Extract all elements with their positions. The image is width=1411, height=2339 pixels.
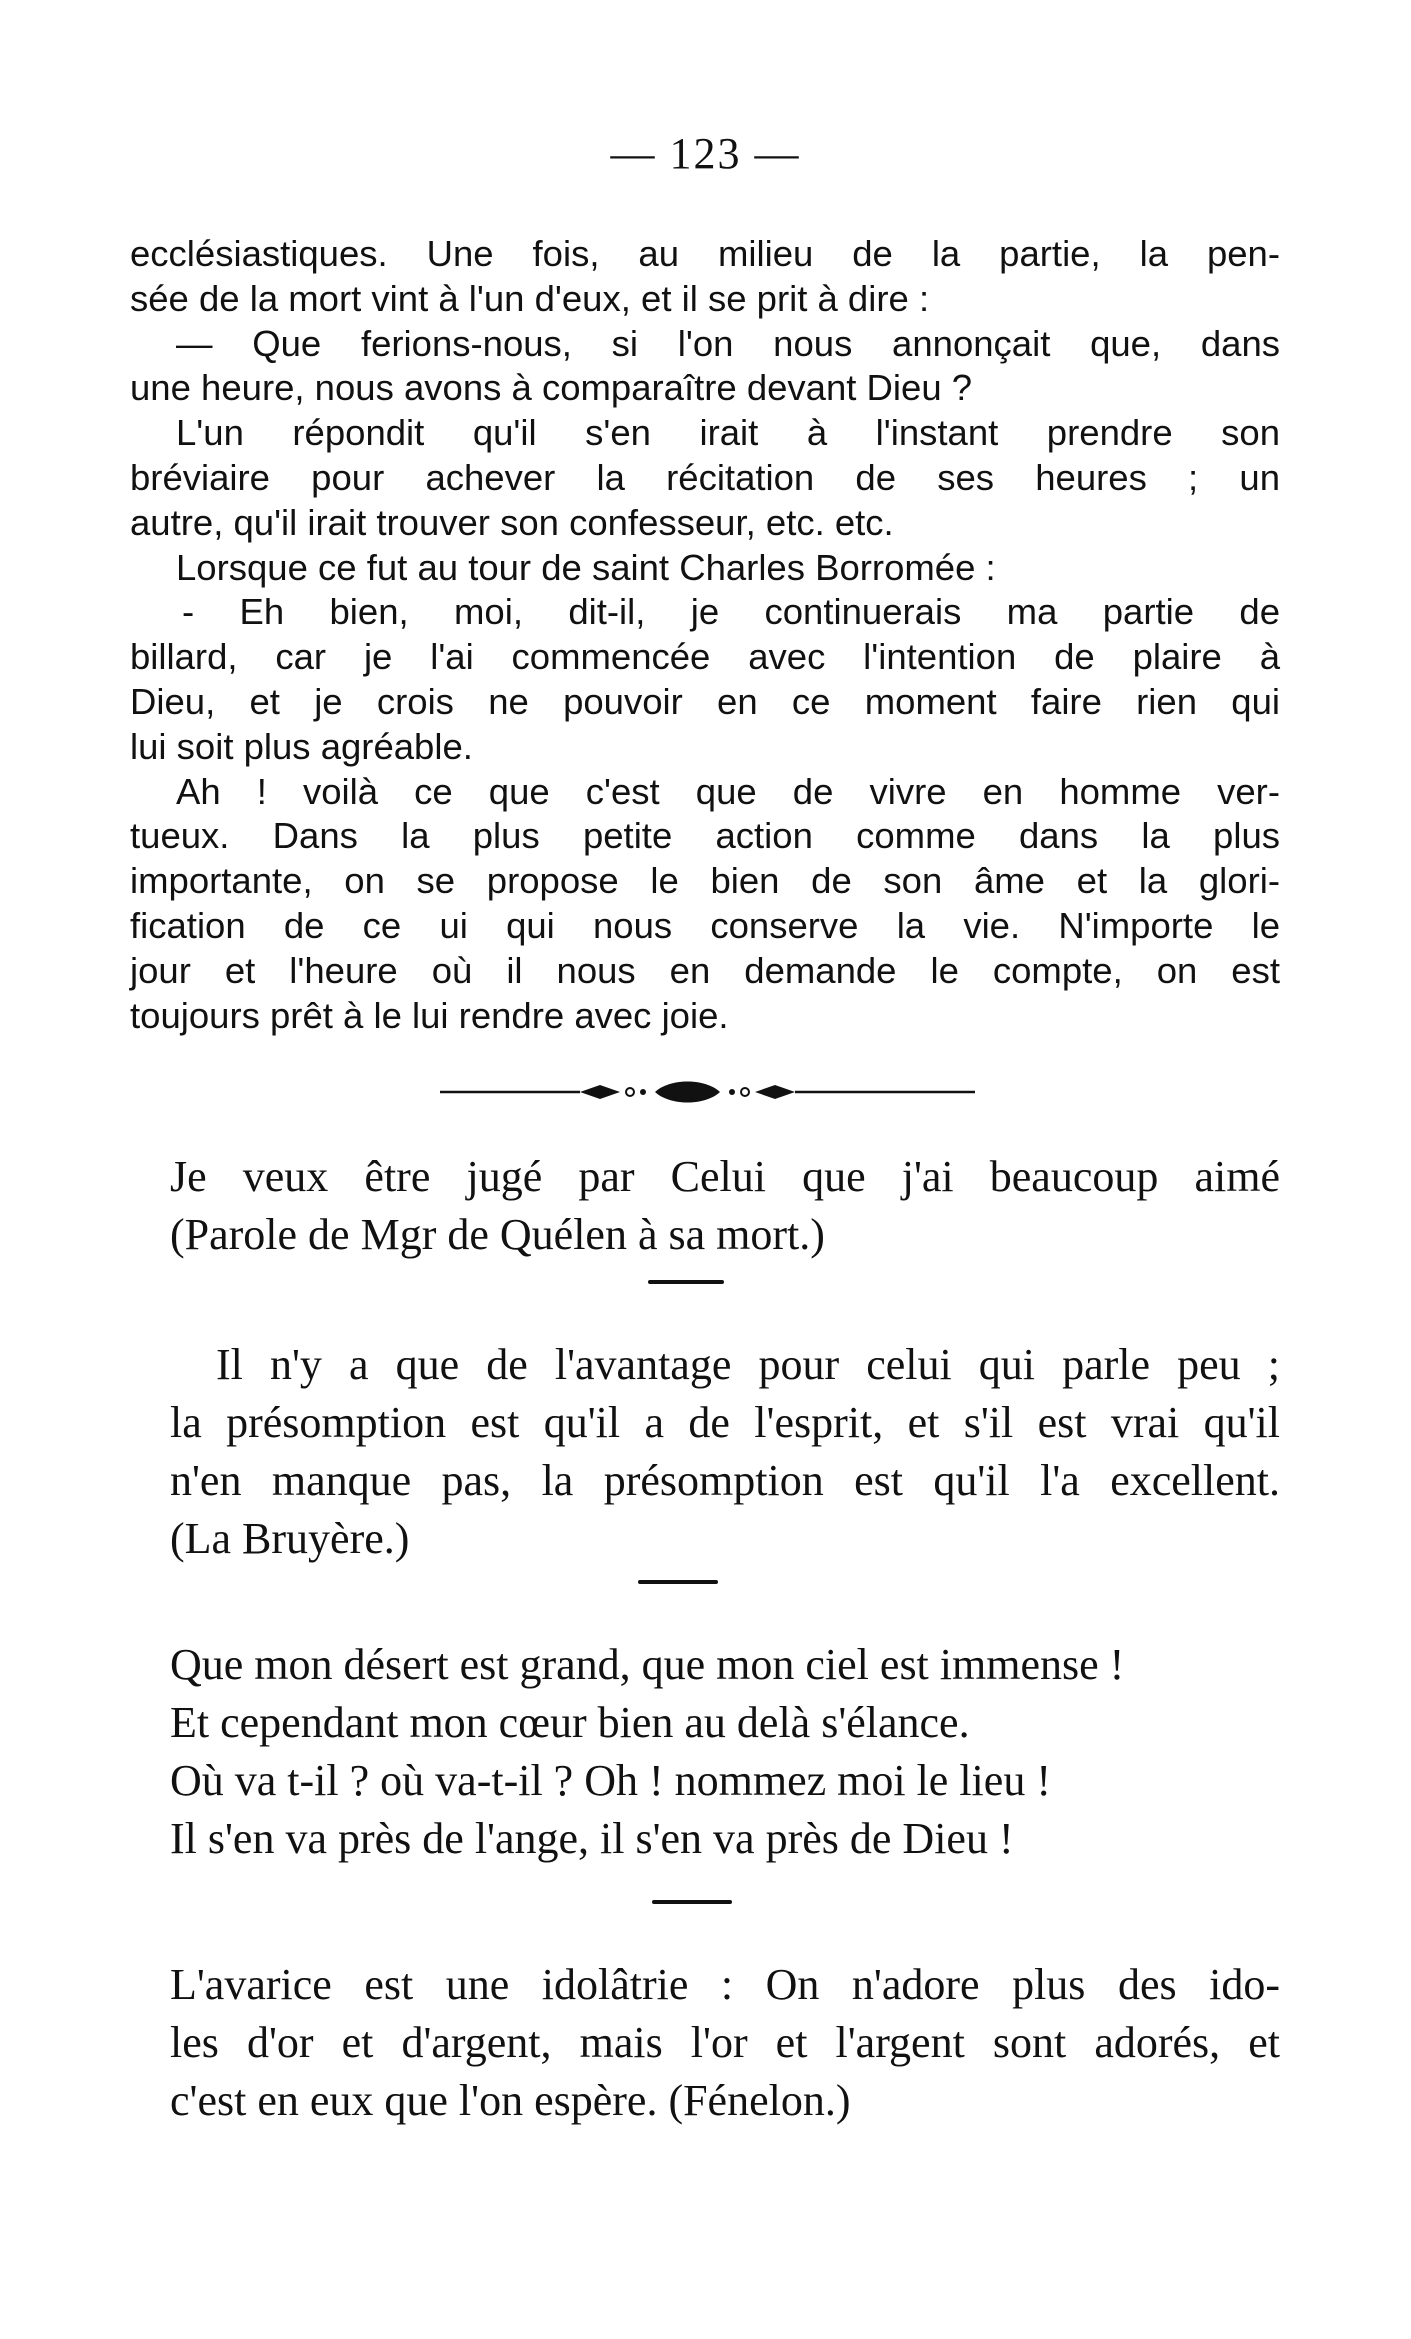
separator-rule	[638, 1580, 718, 1584]
quote-line: n'en manque pas, la présomption est qu'il l'a excellent.	[170, 1456, 1280, 1505]
story-line: Lorsque ce fut au tour de saint Charles Borromée :	[176, 546, 996, 588]
quote-line: c'est en eux que l'on espère. (Fénelon.)	[170, 2076, 851, 2125]
story-line: — Que ferions-nous, si l'on nous annonçait que, dans	[176, 322, 1280, 364]
ornament-divider	[430, 1072, 990, 1112]
poem-line: Il s'en va près de l'ange, il s'en va près de Dieu !	[170, 1814, 1014, 1863]
quote-la-bruyere	[170, 1336, 1280, 1568]
quote-line: Il n'y a que de l'avantage pour celui qui parle peu ;	[216, 1340, 1280, 1389]
story-line: Dieu, et je crois ne pouvoir en ce moment faire rien qui	[130, 680, 1280, 722]
quote-line: L'avarice est une idolâtrie : On n'adore plus des ido-	[170, 1960, 1280, 2009]
story-line: fication de ce ui qui nous conserve la vie. N'importe le	[130, 904, 1280, 946]
story-line: autre, qu'il irait trouver son confesseur, etc. etc.	[130, 501, 894, 543]
poem-line: Que mon désert est grand, que mon ciel est immense !	[170, 1640, 1125, 1689]
story-paragraphs	[130, 232, 1280, 1038]
poem-line: Où va t-il ? où va-t-il ? Oh ! nommez moi le lieu !	[170, 1756, 1051, 1805]
story-line: lui soit plus agréable.	[130, 725, 473, 767]
page-number: — 123 —	[610, 129, 801, 178]
separator-rule	[648, 1280, 724, 1284]
quote-line: (La Bruyère.)	[170, 1514, 410, 1563]
story-line: une heure, nous avons à comparaître devant Dieu ?	[130, 367, 973, 409]
story-line: L'un répondit qu'il s'en irait à l'instant prendre son	[176, 412, 1280, 454]
quote-line: les d'or et d'argent, mais l'or et l'argent sont adorés, et	[170, 2018, 1280, 2067]
story-line: importante, on se propose le bien de son âme et la glori-	[130, 860, 1280, 902]
story-line: sée de la mort vint à l'un d'eux, et il se prit à dire :	[130, 277, 930, 319]
story-line: billard, car je l'ai commencée avec l'intention de plaire à	[130, 636, 1280, 678]
story-line: Ah ! voilà ce que c'est que de vivre en homme ver-	[176, 770, 1280, 812]
story-line: ecclésiastiques. Une fois, au milieu de la partie, la pen-	[130, 233, 1280, 274]
poem-line: Et cependant mon cœur bien au delà s'élance.	[170, 1698, 970, 1747]
separator-rule	[652, 1900, 732, 1904]
quote-line: la présomption est qu'il a de l'esprit, et s'il est vrai qu'il	[170, 1398, 1280, 1447]
story-line: tueux. Dans la plus petite action comme dans la plus	[130, 815, 1280, 857]
story-line: - Eh bien, moi, dit-il, je continuerais ma partie de	[182, 591, 1280, 633]
story-line: bréviaire pour achever la récitation de ses heures ; un	[130, 456, 1280, 498]
quote-quelen	[170, 1148, 1280, 1264]
story-line: toujours prêt à le lui rendre avec joie.	[130, 994, 729, 1036]
quote-line: Je veux être jugé par Celui que j'ai beaucoup aimé	[170, 1152, 1280, 1201]
poem-stanza	[170, 1636, 1280, 1868]
quote-fenelon	[170, 1956, 1280, 2130]
story-line: jour et l'heure où il nous en demande le compte, on est	[130, 949, 1280, 991]
quote-line: (Parole de Mgr de Quélen à sa mort.)	[170, 1210, 825, 1259]
